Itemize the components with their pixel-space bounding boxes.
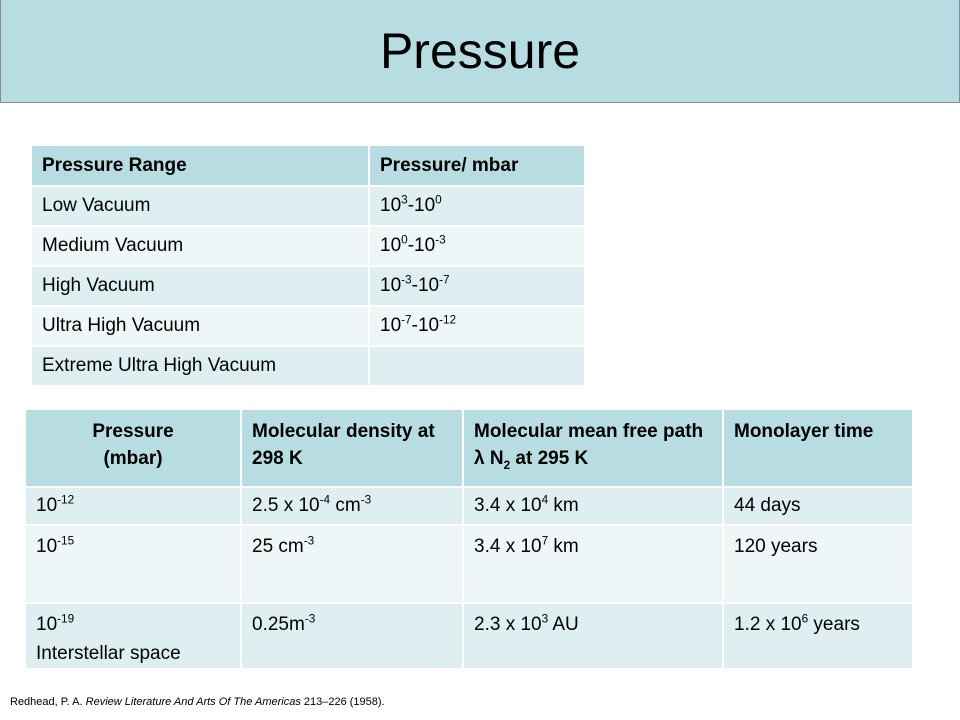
- table-header-row: [32, 146, 585, 186]
- monolayer-cell: 120 years: [723, 525, 913, 603]
- header-molecular-density: Molecular density at 298 K: [241, 410, 463, 487]
- mean-free-path-cell: 2.3 x $10^3$ AU: [463, 603, 723, 668]
- monolayer-cell: 1.2 x $10^6$ years: [723, 603, 913, 668]
- range-name: Low Vacuum: [32, 186, 369, 226]
- header-monolayer-time: Monolayer time: [723, 410, 913, 487]
- pressure-range-table: [32, 146, 586, 385]
- table-row: [26, 603, 913, 668]
- table-row: [32, 226, 585, 266]
- mean-free-path-cell: 3.4 x $10^4$ km: [463, 487, 723, 525]
- slide-title: Pressure: [379, 23, 581, 79]
- range-name: High Vacuum: [32, 266, 369, 306]
- monolayer-cell: 44 days: [723, 487, 913, 525]
- range-value: $10^0-10^{-3}$: [369, 226, 585, 266]
- range-value: [369, 346, 585, 385]
- header-pressure-mbar: Pressure/ mbar: [369, 146, 585, 186]
- mean-free-path-cell: 3.4 x $10^7$ km: [463, 525, 723, 603]
- header-pressure-range: Pressure Range: [32, 146, 369, 186]
- title-bar: [0, 0, 960, 103]
- header-mean-free-path: Molecular mean free path λ $N_2$ at 295 K: [463, 410, 723, 487]
- pressure-cell: $10^{-19}$ Interstellar space: [26, 603, 241, 668]
- citation: Redhead, P. A. Review Literature And Arts Of The Americas 213–226 (1958).: [10, 696, 385, 708]
- pressure-note: Interstellar space: [36, 643, 181, 664]
- range-name: Extreme Ultra High Vacuum: [32, 346, 369, 385]
- table-row: [26, 487, 913, 525]
- table-row: [26, 525, 913, 603]
- range-name: Ultra High Vacuum: [32, 306, 369, 346]
- table-row: [32, 186, 585, 226]
- table-row: [32, 306, 585, 346]
- density-cell: 2.5 x $10^{-4}$ $cm^{-3}$: [241, 487, 463, 525]
- pressure-cell: $10^{-15}$: [26, 525, 241, 603]
- density-cell: $0.25m^{-3}$: [241, 603, 463, 668]
- table-header-row: [26, 410, 913, 487]
- range-name: Medium Vacuum: [32, 226, 369, 266]
- range-value: $10^{-3}-10^{-7}$: [369, 266, 585, 306]
- density-cell: 25 $cm^{-3}$: [241, 525, 463, 603]
- header-pressure: Pressure (mbar): [26, 410, 241, 487]
- table-row: [32, 266, 585, 306]
- table-row: [32, 346, 585, 385]
- pressure-cell: $10^{-12}$: [26, 487, 241, 525]
- range-value: $10^{-7}-10^{-12}$: [369, 306, 585, 346]
- vacuum-properties-table: [26, 410, 914, 668]
- range-value: $10^3-10^0$: [369, 186, 585, 226]
